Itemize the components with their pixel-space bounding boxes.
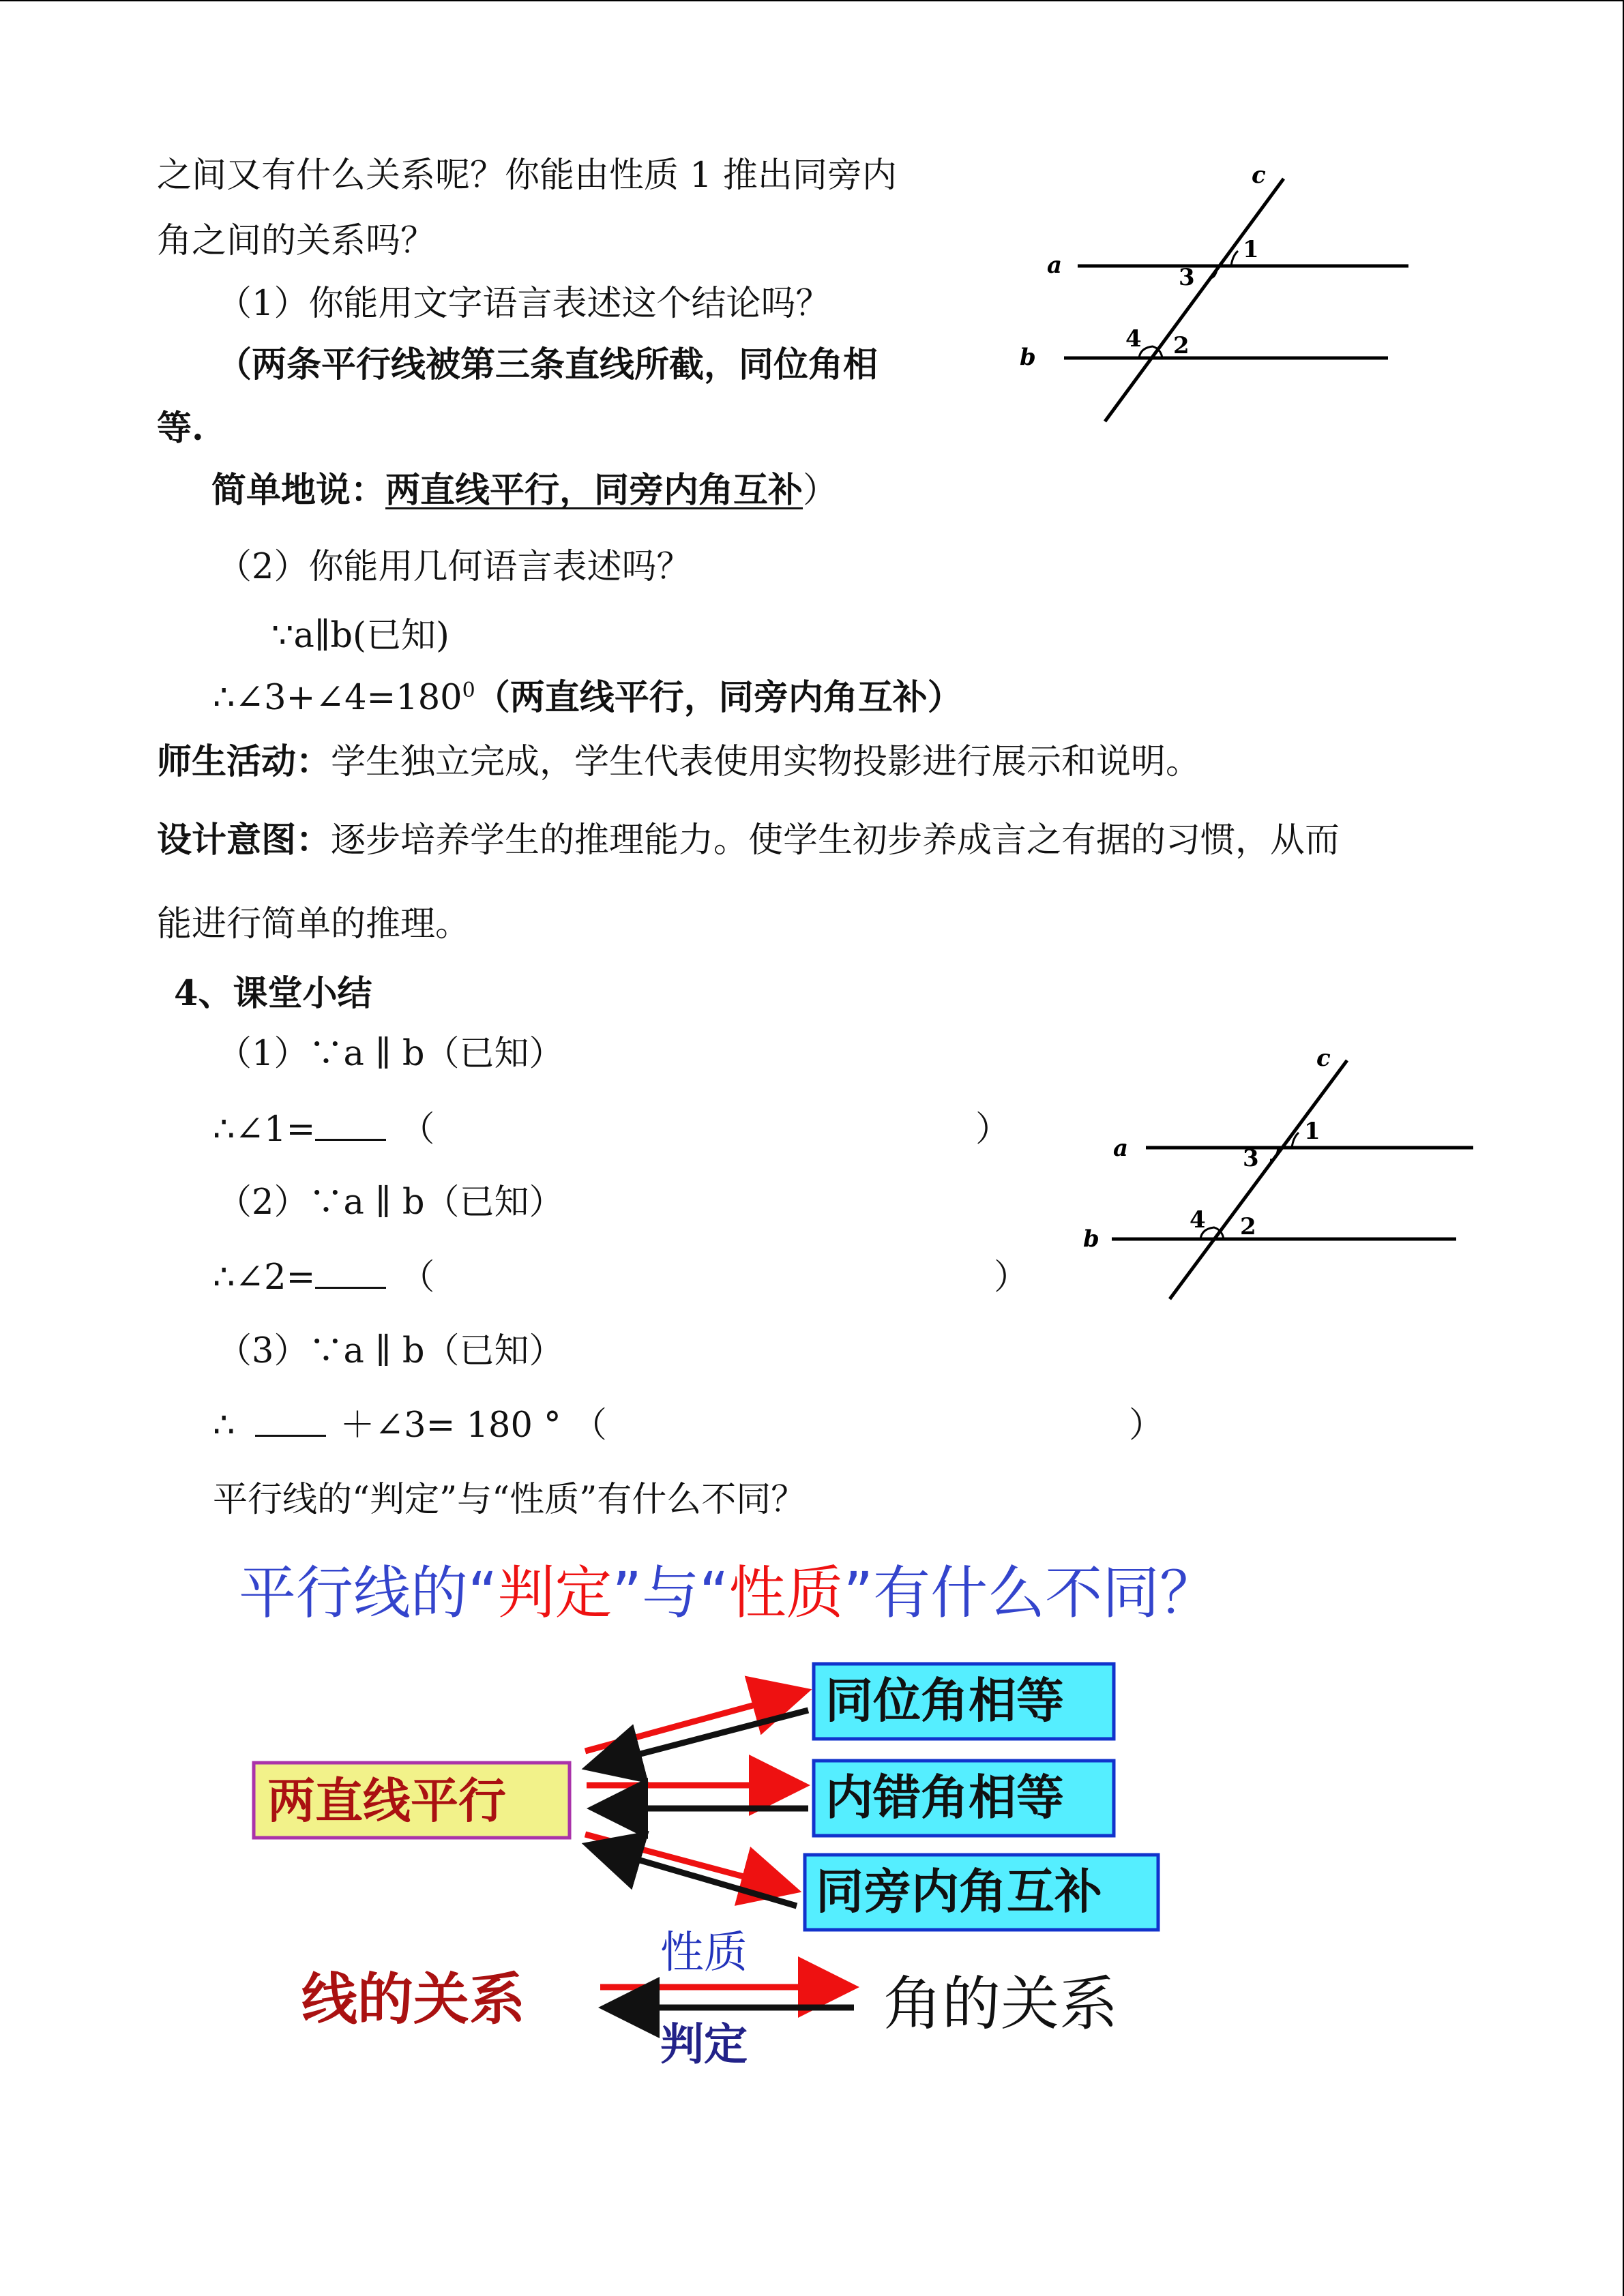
result-1-open: （ — [400, 1109, 435, 1150]
summary-question: 平行线的“判定”与“性质”有什么不同？ — [213, 1480, 806, 1520]
angle-relation-label: 角的关系 — [883, 1970, 1118, 2038]
label-c: c — [1252, 164, 1266, 189]
title-part-4: 性质 — [728, 1560, 844, 1626]
activity-line — [157, 741, 1201, 782]
result-3-prefix: ∴ — [213, 1405, 235, 1446]
result-3-post: ＋∠3= 180 ° （ — [340, 1405, 607, 1446]
activity-label: 师生活动： — [157, 741, 331, 782]
design-label: 设计意图： — [157, 820, 331, 861]
parallel-lines-figure-2 — [1064, 1047, 1487, 1306]
summary-result-2 — [213, 1257, 435, 1298]
left-box-label: 两直线平行 — [267, 1773, 506, 1829]
summary-given-1: （1）∵a ∥ b（已知） — [217, 1034, 564, 1074]
diagram-title — [239, 1560, 1217, 1626]
result-2-close: ） — [994, 1257, 1029, 1298]
criterion-label: 判定 — [660, 2020, 748, 2070]
result-2-prefix: ∴∠2= — [213, 1257, 316, 1298]
label-angle-1: 1 — [1243, 236, 1259, 263]
line-relation-label: 线的关系 — [301, 1967, 526, 2032]
result-2-open: （ — [400, 1257, 435, 1298]
label-b-2: b — [1083, 1225, 1099, 1253]
given-statement: ∵a∥b(已知) — [271, 616, 449, 656]
angle-arc-3-2 — [1270, 1148, 1278, 1160]
summary-heading: 4、课堂小结 — [174, 973, 372, 1014]
answer-1-line-1: （两条平行线被第三条直线所截，同位角相 — [217, 344, 879, 385]
simple-underlined: 两直线平行，同旁内角互补 — [385, 470, 803, 511]
result-3-close: ） — [1129, 1405, 1164, 1446]
simple-prefix: 简单地说： — [211, 470, 386, 511]
arrow-criterion-3 — [593, 1847, 797, 1906]
angle-arc-1 — [1231, 251, 1238, 266]
title-part-2: 判定 — [497, 1560, 612, 1626]
blank-3[interactable] — [255, 1410, 326, 1437]
arrow-property-3 — [585, 1834, 790, 1889]
blank-2[interactable] — [315, 1262, 386, 1289]
conclusion-pre: ∴∠3+∠4=180 — [213, 678, 462, 718]
right-box-3-label: 同旁内角互补 — [816, 1864, 1102, 1920]
summary-given-2: （2）∵a ∥ b（已知） — [217, 1182, 564, 1223]
question-2: （2）你能用几何语言表述吗？ — [217, 547, 692, 587]
label-angle-2-2: 2 — [1240, 1213, 1256, 1240]
label-angle-4-2: 4 — [1190, 1206, 1206, 1234]
summary-given-3: （3）∵a ∥ b（已知） — [217, 1331, 564, 1371]
intro-line-1: 之间又有什么关系呢？你能由性质 1 推出同旁内 — [157, 155, 897, 196]
title-part-3: ”与“ — [612, 1560, 729, 1626]
label-angle-2: 2 — [1173, 332, 1190, 359]
parallel-lines-figure-1 — [1009, 164, 1419, 430]
summary-result-3 — [213, 1405, 607, 1446]
design-line-1 — [157, 820, 1340, 861]
activity-text: 学生独立完成，学生代表使用实物投影进行展示和说明。 — [331, 742, 1201, 782]
label-angle-3-2: 3 — [1243, 1145, 1259, 1172]
line-c — [1105, 179, 1284, 421]
label-angle-3: 3 — [1179, 264, 1195, 291]
design-text-1: 逐步培养学生的推理能力。使学生初步养成言之有据的习惯，从而 — [331, 820, 1340, 861]
right-box-1-label: 同位角相等 — [825, 1673, 1064, 1729]
blank-1[interactable] — [315, 1114, 386, 1141]
conclusion-post: （两直线平行，同旁内角互补） — [475, 677, 962, 718]
result-1-prefix: ∴∠1= — [213, 1109, 316, 1150]
question-1: （1）你能用文字语言表述这个结论吗？ — [217, 284, 831, 324]
label-c-2: c — [1316, 1047, 1331, 1072]
simple-statement — [211, 470, 838, 511]
summary-result-1 — [213, 1109, 435, 1150]
design-line-2: 能进行简单的推理。 — [157, 904, 471, 944]
result-1-close: ） — [975, 1109, 1011, 1150]
title-part-1: 平行线的“ — [239, 1560, 498, 1626]
intro-line-2: 角之间的关系吗？ — [157, 221, 436, 261]
conclusion-statement — [213, 677, 962, 718]
property-label: 性质 — [660, 1928, 748, 1978]
title-part-5: ”有什么不同？ — [843, 1560, 1217, 1626]
answer-1-line-2: 等. — [157, 408, 204, 449]
simple-suffix: ） — [803, 471, 838, 511]
label-angle-1-2: 1 — [1304, 1118, 1320, 1145]
label-a-2: a — [1113, 1135, 1129, 1162]
right-box-2-label: 内错角相等 — [825, 1770, 1064, 1825]
line-c-2 — [1170, 1060, 1347, 1299]
label-angle-4: 4 — [1125, 325, 1142, 353]
label-b: b — [1020, 344, 1036, 371]
conclusion-sup: 0 — [462, 679, 475, 702]
label-a: a — [1047, 252, 1063, 279]
comparison-diagram — [225, 1541, 1453, 2087]
